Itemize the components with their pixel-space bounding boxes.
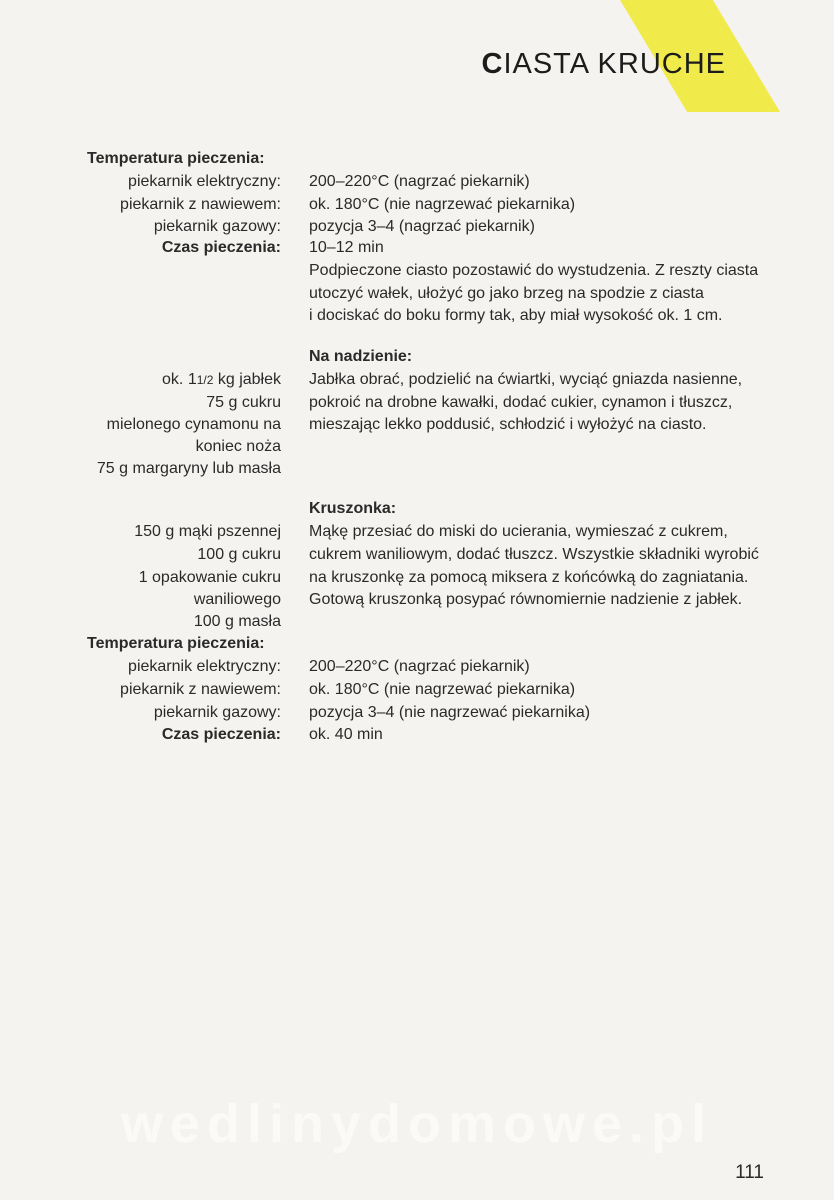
ingredient-line: waniliowego: [193, 591, 281, 608]
ingredient-line: 75 g margaryny lub masła: [96, 460, 281, 477]
ingredient-line: 75 g cukru: [206, 394, 281, 411]
ingredient-line: 100 g masła: [193, 613, 281, 630]
ingredient-line: [162, 369, 281, 391]
ingredient-line: koniec noża: [195, 438, 281, 455]
instruction-line: utoczyć wałek, ułożyć go jako brzeg na spodzie z ciasta: [309, 285, 704, 302]
ingredient-suffix: kg jabłek: [213, 371, 281, 388]
page-title: [481, 48, 726, 81]
instruction-line: Gotową kruszonką posypać równomiernie nadzienie z jabłek.: [309, 591, 743, 608]
page-number: 111: [735, 1162, 764, 1183]
crumble-heading: Kruszonka:: [309, 500, 397, 517]
title-initial: C: [481, 48, 504, 80]
oven-value: 200–220°C (nagrzać piekarnik): [309, 658, 530, 675]
instruction-line: na kruszonkę za pomocą miksera z końcówką do zagniatania.: [309, 569, 749, 586]
baking-time-label: Czas pieczenia:: [161, 726, 281, 743]
baking-time-value: 10–12 min: [309, 239, 384, 256]
baking-temperature-heading: Temperatura pieczenia:: [87, 635, 265, 652]
oven-value: pozycja 3–4 (nie nagrzewać piekarnika): [309, 704, 591, 721]
oven-label: piekarnik z nawiewem:: [120, 681, 281, 698]
oven-value: pozycja 3–4 (nagrzać piekarnik): [309, 218, 535, 235]
oven-label: piekarnik elektryczny:: [128, 173, 281, 190]
instruction-line: Jabłka obrać, podzielić na ćwiartki, wyciąć gniazda nasienne,: [309, 371, 743, 388]
filling-heading: Na nadzienie:: [309, 348, 413, 365]
oven-value: ok. 180°C (nie nagrzewać piekarnika): [309, 196, 576, 213]
ingredient-line: 1 opakowanie cukru: [138, 569, 281, 586]
watermark: wedlinydomowe.pl: [120, 1094, 714, 1154]
title-rest: IASTA KRUCHE: [503, 48, 726, 80]
baking-time-value: ok. 40 min: [309, 726, 383, 743]
oven-label: piekarnik elektryczny:: [128, 658, 281, 675]
ingredient-fraction: 1/2: [196, 373, 214, 387]
instruction-line: pokroić na drobne kawałki, dodać cukier, cynamon i tłuszcz,: [309, 394, 733, 411]
instruction-line: Podpieczone ciasto pozostawić do wystudzenia. Z reszty ciasta: [309, 262, 759, 279]
oven-label: piekarnik z nawiewem:: [120, 196, 281, 213]
baking-time-label: Czas pieczenia:: [161, 239, 281, 256]
oven-value: 200–220°C (nagrzać piekarnik): [309, 173, 530, 190]
ingredient-line: 100 g cukru: [197, 546, 281, 563]
baking-temperature-heading: Temperatura pieczenia:: [87, 150, 265, 167]
instruction-line: Mąkę przesiać do miski do ucierania, wymieszać z cukrem,: [309, 523, 728, 540]
ingredient-prefix: ok. 1: [162, 371, 197, 388]
ingredient-line: mielonego cynamonu na: [106, 416, 281, 433]
oven-value: ok. 180°C (nie nagrzewać piekarnika): [309, 681, 576, 698]
ingredient-line: 150 g mąki pszennej: [134, 523, 281, 540]
oven-label: piekarnik gazowy:: [153, 218, 281, 235]
instruction-line: mieszając lekko poddusić, schłodzić i wyłożyć na ciasto.: [309, 416, 707, 433]
instruction-line: i dociskać do boku formy tak, aby miał wysokość ok. 1 cm.: [309, 307, 723, 324]
oven-label: piekarnik gazowy:: [153, 704, 281, 721]
instruction-line: cukrem waniliowym, dodać tłuszcz. Wszystkie składniki wyrobić: [309, 546, 759, 563]
